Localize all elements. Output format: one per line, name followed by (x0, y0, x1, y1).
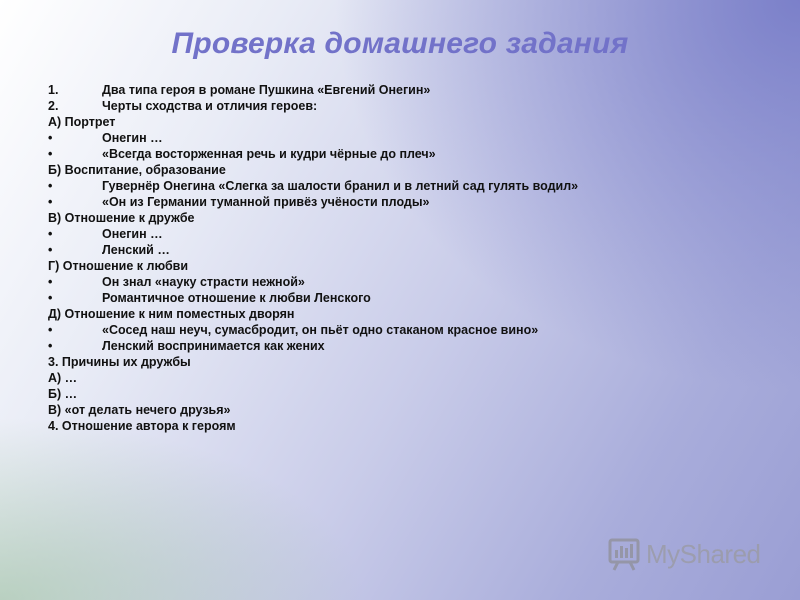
list-item-text: Ленский … (102, 243, 170, 257)
bullet: • (48, 131, 53, 145)
list-item (48, 242, 768, 258)
list-item (48, 402, 768, 418)
list-item-text: Б) … (48, 387, 78, 401)
section-heading (48, 162, 768, 178)
list-item (48, 82, 768, 98)
section-heading-text: Б) Воспитание, образование (48, 163, 226, 177)
bullet: • (48, 275, 53, 289)
section-heading-text: Г) Отношение к любви (48, 259, 189, 273)
watermark-text: MyShared (646, 539, 761, 569)
slide-content (48, 82, 768, 434)
section-heading-text: В) Отношение к дружбе (48, 211, 195, 225)
bullet: • (48, 227, 53, 241)
list-item (48, 130, 768, 146)
list-item (48, 274, 768, 290)
watermark-logo (608, 536, 768, 572)
list-item (48, 194, 768, 210)
bullet: • (48, 339, 53, 353)
list-item-text: «Он из Германии туманной привёз учёности плоды» (102, 195, 430, 209)
list-marker: 1. (48, 83, 59, 97)
section-heading-text: Д) Отношение к ним поместных дворян (48, 307, 295, 321)
list-item (48, 178, 768, 194)
list-item (48, 290, 768, 306)
section-heading (48, 354, 768, 370)
section-heading (48, 418, 768, 434)
list-item-text: В) «от делать нечего друзья» (48, 403, 231, 417)
bullet: • (48, 195, 53, 209)
bullet: • (48, 179, 53, 193)
list-item (48, 322, 768, 338)
list-item-text: Черты сходства и отличия героев: (102, 99, 318, 113)
list-item-text: Онегин … (102, 227, 163, 241)
list-marker: 2. (48, 99, 59, 113)
list-item-text: «Сосед наш неуч, сумасбродит, он пьёт одно стаканом красное вино» (102, 323, 539, 337)
section-heading (48, 210, 768, 226)
list-item-text: Романтичное отношение к любви Ленского (102, 291, 371, 305)
list-item-text: Онегин … (102, 131, 163, 145)
list-item (48, 386, 768, 402)
section-heading-text: А) Портрет (48, 115, 116, 129)
section-heading-text: 3. Причины их дружбы (48, 355, 191, 369)
bullet: • (48, 243, 53, 257)
section-heading (48, 306, 768, 322)
list-item (48, 226, 768, 242)
list-item-text: Два типа героя в романе Пушкина «Евгений Онегин» (102, 83, 431, 97)
list-item (48, 98, 768, 114)
bullet: • (48, 323, 53, 337)
list-item-text: Он знал «науку страсти нежной» (102, 275, 305, 289)
list-item-text: Ленский воспринимается как жених (102, 339, 325, 353)
section-heading (48, 114, 768, 130)
list-item-text: А) … (48, 371, 78, 385)
list-item (48, 146, 768, 162)
list-item-text: «Всегда восторженная речь и кудри чёрные до плеч» (102, 147, 436, 161)
bullet: • (48, 291, 53, 305)
section-heading (48, 258, 768, 274)
list-item (48, 370, 768, 386)
section-heading-text: 4. Отношение автора к героям (48, 419, 236, 433)
list-item-text: Гувернёр Онегина «Слегка за шалости бранил и в летний сад гулять водил» (102, 179, 579, 193)
bullet: • (48, 147, 53, 161)
presentation-board-icon (608, 536, 642, 572)
slide-title: Проверка домашнего задания (171, 27, 629, 60)
list-item (48, 338, 768, 354)
